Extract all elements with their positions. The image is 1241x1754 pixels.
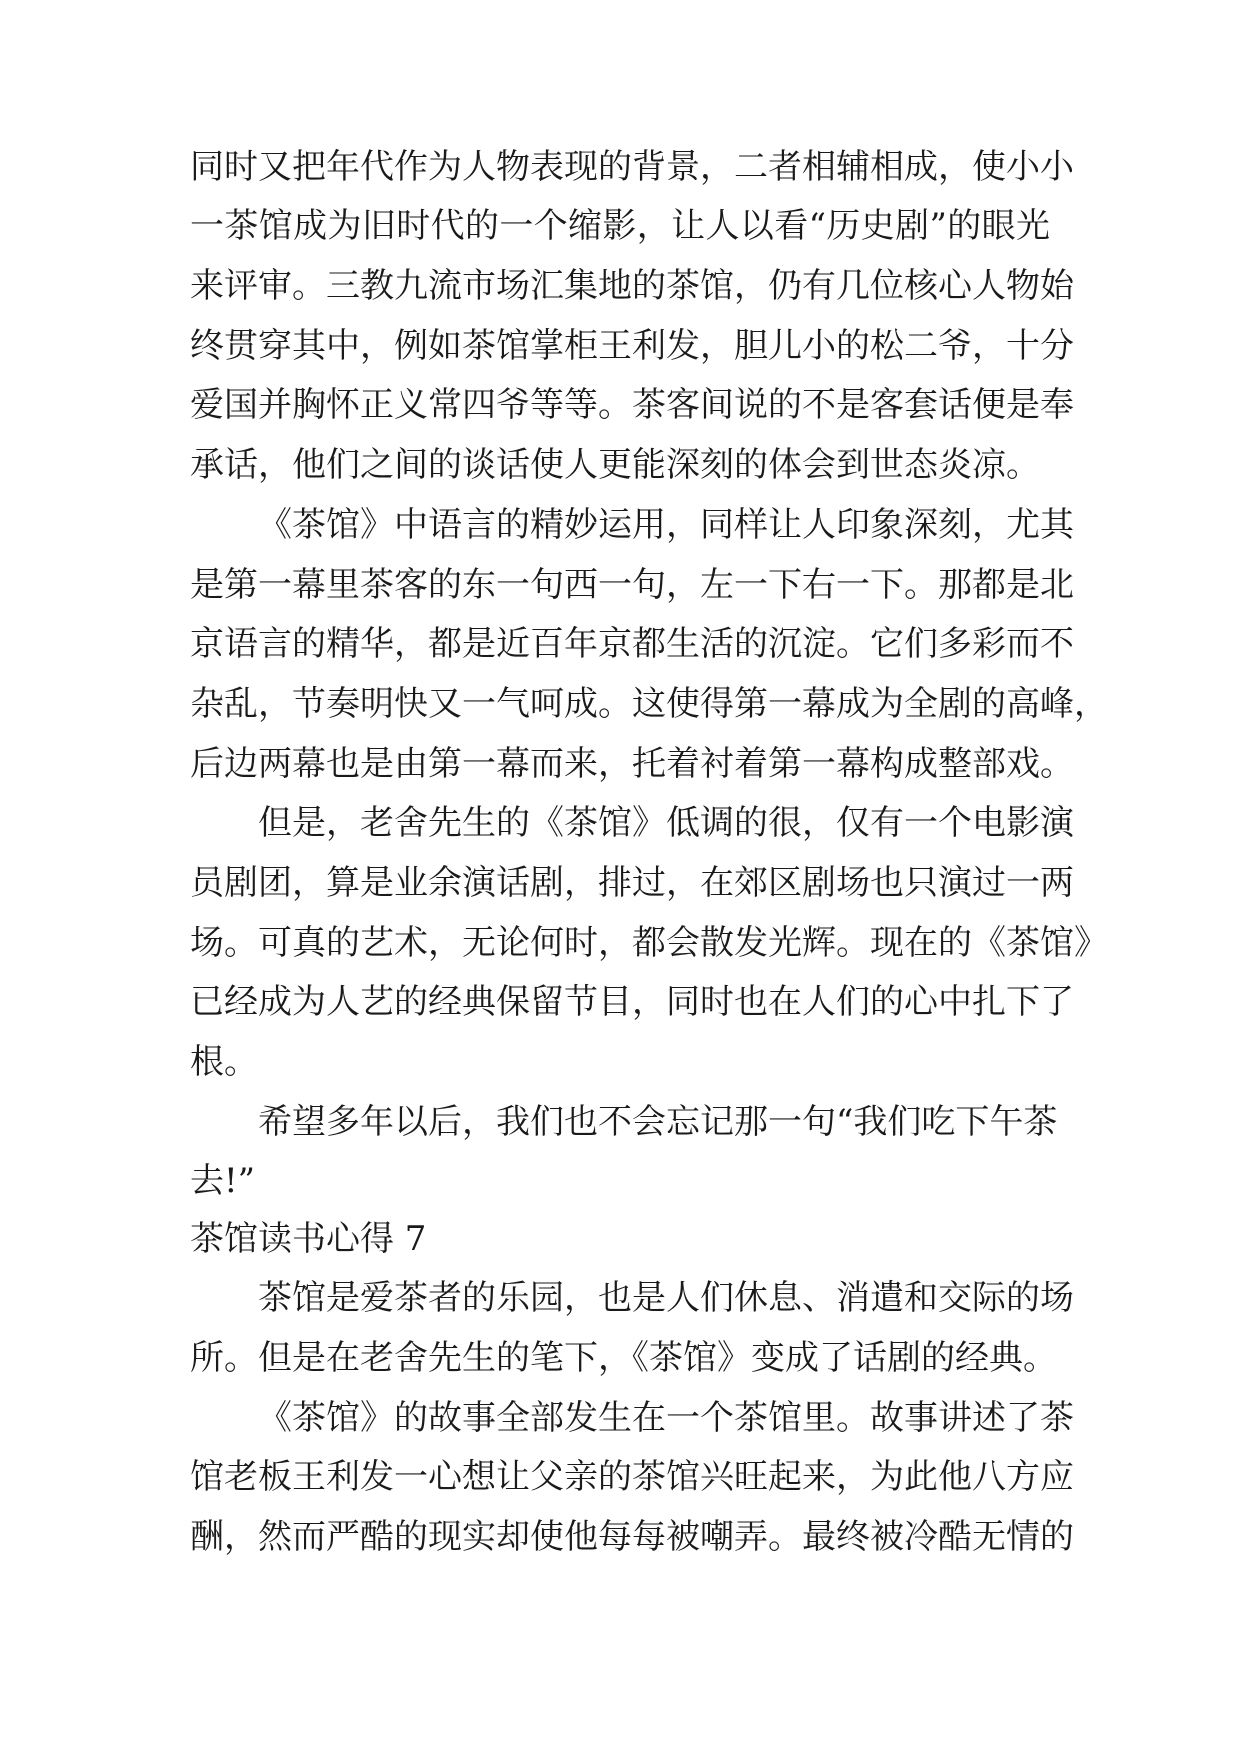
section-heading: 茶馆读书心得 7 [190, 1219, 427, 1259]
paragraph-line: 酬，然而严酷的现实却使他每每被嘲弄。最终被冷酷无情的 [190, 1517, 1074, 1557]
paragraph-line: 茶馆是爱茶者的乐园，也是人们休息、消遣和交际的场 [258, 1278, 1074, 1318]
paragraph-line: 爱国并胸怀正义常四爷等等。茶客间说的不是客套话便是奉 [190, 385, 1074, 425]
paragraph-line: 场。可真的艺术，无论何时，都会散发光辉。现在的《茶馆》 [190, 923, 1108, 963]
paragraph-line: 是第一幕里茶客的东一句西一句，左一下右一下。那都是北 [190, 565, 1074, 605]
paragraph-line: 终贯穿其中，例如茶馆掌柜王利发，胆儿小的松二爷，十分 [190, 326, 1074, 366]
paragraph-line: 已经成为人艺的经典保留节目，同时也在人们的心中扎下了 [190, 982, 1074, 1022]
paragraph-line: 来评审。三教九流市场汇集地的茶馆，仍有几位核心人物始 [190, 266, 1074, 306]
paragraph-line: 根。 [190, 1042, 258, 1082]
paragraph-line: 承话，他们之间的谈话使人更能深刻的体会到世态炎凉。 [190, 445, 1040, 485]
paragraph-line: 员剧团，算是业余演话剧，排过，在郊区剧场也只演过一两 [190, 863, 1074, 903]
paragraph-line: 希望多年以后，我们也不会忘记那一句“我们吃下午茶 [258, 1102, 1058, 1142]
paragraph-line: 杂乱，节奏明快又一气呵成。这使得第一幕成为全剧的高峰， [190, 684, 1108, 724]
paragraph-line: 所。但是在老舍先生的笔下，《茶馆》变成了话剧的经典。 [190, 1338, 1057, 1378]
paragraph-line: 同时又把年代作为人物表现的背景，二者相辅相成，使小小 [190, 147, 1074, 187]
paragraph-line: 但是，老舍先生的《茶馆》低调的很，仅有一个电影演 [258, 803, 1074, 843]
paragraph-line: 后边两幕也是由第一幕而来，托着衬着第一幕构成整部戏。 [190, 744, 1074, 784]
paragraph-line: 《茶馆》的故事全部发生在一个茶馆里。故事讲述了茶 [258, 1398, 1074, 1438]
paragraph-line: 《茶馆》中语言的精妙运用，同样让人印象深刻，尤其 [258, 505, 1074, 545]
paragraph-line: 去!” [190, 1161, 256, 1201]
paragraph-line: 京语言的精华，都是近百年京都生活的沉淀。它们多彩而不 [190, 624, 1074, 664]
paragraph-line: 馆老板王利发一心想让父亲的茶馆兴旺起来，为此他八方应 [190, 1457, 1074, 1497]
paragraph-line: 一茶馆成为旧时代的一个缩影，让人以看“历史剧”的眼光 [190, 206, 1050, 246]
